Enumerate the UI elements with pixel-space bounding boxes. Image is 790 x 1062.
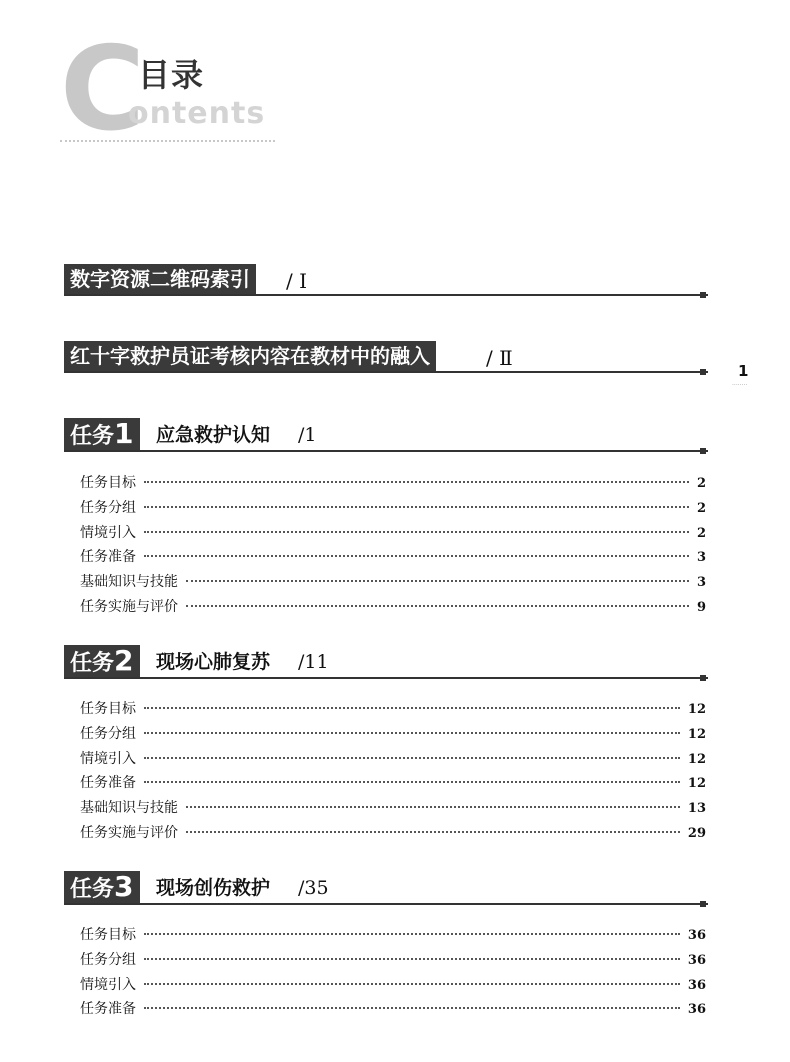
toc-entry[interactable]: 基础知识与技能 3 bbox=[80, 574, 706, 591]
task-page: /1 bbox=[298, 424, 317, 446]
task-rule bbox=[64, 450, 708, 452]
rule-end-square bbox=[700, 369, 706, 375]
section-page: / Ⅱ bbox=[486, 346, 513, 370]
task-2-entries bbox=[80, 698, 706, 847]
toc-entry[interactable]: 情境引入 36 bbox=[80, 976, 706, 993]
toc-section-qr-index[interactable] bbox=[64, 264, 708, 294]
section-title: 数字资源二维码索引 bbox=[64, 264, 256, 294]
logo-letter: C bbox=[60, 22, 146, 157]
task-1-entries bbox=[80, 472, 706, 621]
toc-section-red-cross[interactable] bbox=[64, 341, 708, 371]
page-subtitle: ontents bbox=[128, 96, 266, 131]
section-page: / I bbox=[286, 269, 307, 293]
task-page: /11 bbox=[298, 651, 329, 673]
logo-divider bbox=[60, 140, 275, 142]
toc-entry[interactable]: 情境引入 2 bbox=[80, 524, 706, 541]
page-number: 1 bbox=[738, 362, 749, 380]
toc-entry[interactable]: 任务分组 36 bbox=[80, 951, 706, 968]
task-rule bbox=[64, 677, 708, 679]
rule-end-square bbox=[700, 448, 706, 454]
toc-entry[interactable]: 情境引入 12 bbox=[80, 750, 706, 767]
rule-end-square bbox=[700, 675, 706, 681]
task-name: 应急救护认知 bbox=[156, 424, 271, 446]
page-number-mark: ········ bbox=[732, 382, 748, 389]
task-tag: 任务2 bbox=[64, 645, 140, 677]
toc-entry[interactable]: 任务目标 12 bbox=[80, 701, 706, 717]
toc-entry[interactable]: 任务实施与评价 29 bbox=[80, 824, 706, 841]
toc-entry[interactable]: 基础知识与技能 13 bbox=[80, 800, 706, 817]
section-rule bbox=[64, 371, 708, 373]
toc-entry[interactable]: 任务目标 2 bbox=[80, 475, 706, 491]
task-3-header[interactable] bbox=[64, 871, 708, 903]
task-page: /35 bbox=[298, 877, 329, 899]
task-1-header[interactable] bbox=[64, 418, 708, 450]
toc-entry[interactable]: 任务准备 12 bbox=[80, 775, 706, 792]
task-name: 现场创伤救护 bbox=[156, 877, 271, 899]
task-name: 现场心肺复苏 bbox=[156, 651, 271, 673]
toc-entry[interactable]: 任务准备 36 bbox=[80, 1001, 706, 1018]
rule-end-square bbox=[700, 292, 706, 298]
rule-end-square bbox=[700, 901, 706, 907]
task-rule bbox=[64, 903, 708, 905]
task-tag: 任务3 bbox=[64, 871, 140, 903]
task-tag: 任务1 bbox=[64, 418, 140, 450]
toc-entry[interactable]: 任务分组 12 bbox=[80, 725, 706, 742]
toc-entry[interactable]: 任务目标 36 bbox=[80, 927, 706, 943]
section-rule bbox=[64, 294, 708, 296]
toc-entry[interactable]: 任务准备 3 bbox=[80, 549, 706, 566]
contents-logo bbox=[60, 22, 300, 157]
page-title: 目录 bbox=[138, 56, 205, 94]
toc-entry[interactable]: 任务分组 2 bbox=[80, 499, 706, 516]
toc-entry[interactable]: 任务实施与评价 9 bbox=[80, 598, 706, 615]
task-2-header[interactable] bbox=[64, 645, 708, 677]
task-3-entries bbox=[80, 924, 706, 1023]
section-title: 红十字救护员证考核内容在教材中的融入 bbox=[64, 341, 436, 371]
